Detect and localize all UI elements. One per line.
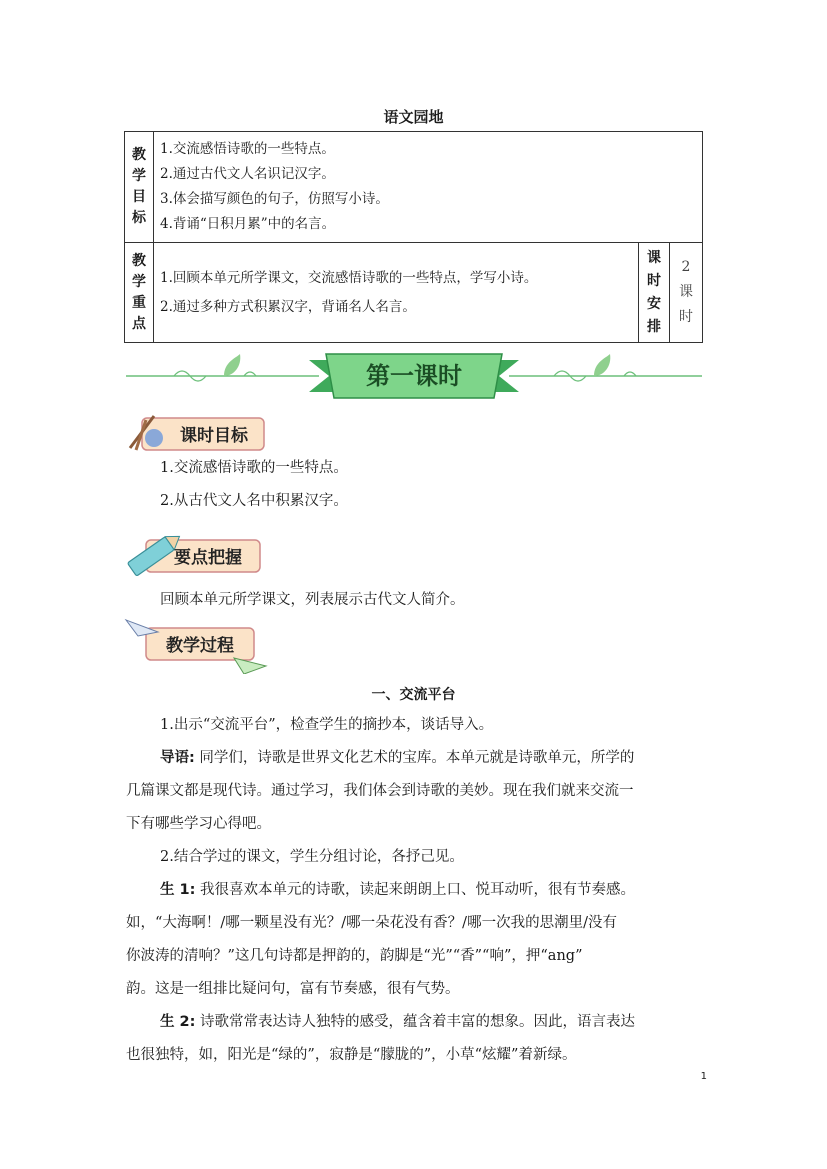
goal-item: 2.通过古代文人名识记汉字。: [160, 166, 335, 182]
keys-cell: [154, 243, 639, 343]
lesson-goal-tag: [124, 414, 269, 454]
key-item: 1.回顾本单元所学课文，交流感悟诗歌的一些特点，学写小诗。: [160, 269, 538, 286]
step-1: 1.出示“交流平台”，检查学生的摘抄本，谈话导入。: [160, 717, 494, 733]
key-point-text: 回顾本单元所学课文，列表展示古代文人简介。: [160, 592, 465, 608]
keys-label: 教 学 重 点: [125, 243, 154, 343]
lesson-goal-item: 2.从古代文人名中积累汉字。: [160, 493, 348, 509]
body-text: 1.出示“交流平台”，检查学生的摘抄本，谈话导入。 导语: 同学们，诗歌是世界文化艺术的宝库。本单元就是诗歌单元，所学的 几篇课文都是现代诗。通过学习，我们体会到诗歌的美妙。现在我们就来交流一 下有哪些学习心得吧。 2.结合学过的课文，学生分组讨论，各抒己见。 生 1: 我很喜欢本单元的诗歌，读起来朗朗上口、悦耳动听，很有节奏感。 如，“大海啊！/哪一颗星没有光？/哪一朵花没有香？/哪一次我的思潮里/没有 你波涛的清响？”这几句诗都是押韵的，韵脚是“光”“香”“响”，押“ang” 韵。这是一组排比疑问句，富有节奏感，很有气势。 生 2: 诗歌常常表达诗人独特的感受，蕴含着丰富的想象。因此，语言表达 也很独特，如，阳光是“绿的”，寂静是“朦胧的”，小草“炫耀”着新绿。: [126, 709, 706, 1072]
process-tag: [124, 618, 269, 674]
svg-text:教学过程: 教学过程: [166, 636, 234, 656]
key-item: 2.通过多种方式积累汉字，背诵名人名言。: [160, 298, 416, 315]
goal-item: 3.体会描写颜色的句子，仿照写小诗。: [160, 191, 389, 207]
page-title: 语文园地: [383, 108, 444, 126]
student-1-line: 生 1: 我很喜欢本单元的诗歌，读起来朗朗上口、悦耳动听，很有节奏感。: [160, 882, 636, 898]
step-2: 2.结合学过的课文，学生分组讨论，各抒己见。: [160, 849, 464, 865]
goal-item: 1.交流感悟诗歌的一些特点。: [160, 141, 335, 157]
objectives-table: [124, 131, 703, 343]
goals-label: 教 学 目 标: [125, 132, 154, 243]
hours-cell: 2 课 时: [670, 243, 703, 343]
student-2-label: 生 2:: [160, 1014, 196, 1030]
goals-cell: [154, 132, 703, 243]
student-1-label: 生 1:: [160, 882, 196, 898]
svg-text:要点把握: 要点把握: [174, 548, 242, 568]
leaf-icon: [594, 354, 610, 376]
banner-text: 第一课时: [366, 362, 462, 390]
lesson-banner: [124, 350, 704, 402]
intro-label: 导语:: [160, 750, 195, 766]
student-2-line: 生 2: 诗歌常常表达诗人独特的感受，蕴含着丰富的想象。因此，语言表达: [160, 1014, 636, 1030]
section-title: 一、交流平台: [371, 687, 456, 703]
page-number: 1: [700, 1071, 707, 1082]
lesson-goal-item: 1.交流感悟诗歌的一些特点。: [160, 460, 348, 476]
goal-item: 4.背诵“日积月累”中的名言。: [160, 216, 336, 232]
intro-line: 导语: 同学们，诗歌是世界文化艺术的宝库。本单元就是诗歌单元，所学的: [160, 750, 635, 766]
palette-icon: [145, 429, 163, 447]
svg-text:课时目标: 课时目标: [180, 426, 248, 446]
leaf-icon: [224, 354, 240, 376]
key-point-tag: [120, 531, 265, 579]
schedule-label: 课 时 安 排: [639, 243, 670, 343]
